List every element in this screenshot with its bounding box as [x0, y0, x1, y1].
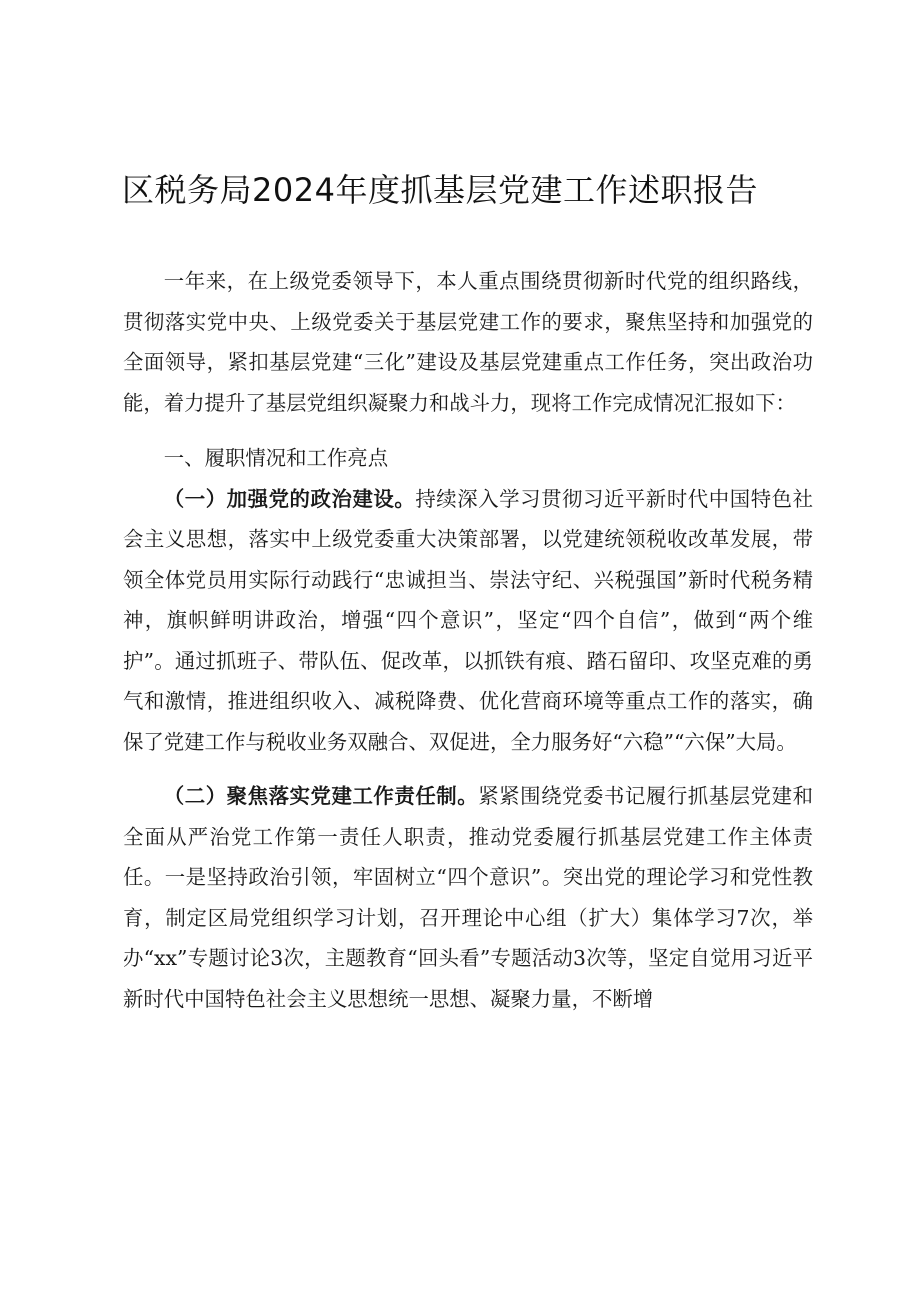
- intro-paragraph: 一年来，在上级党委领导下，本人重点围绕贯彻新时代党的组织路线，贯彻落实党中央、上级党委关于基层党建工作的要求，聚焦坚持和加强党的全面领导，紧扣基层党建“三化”建设及基层党建重点工作任务，突出政治功能，着力提升了基层党组织凝聚力和战斗力，现将工作完成情况汇报如下：: [123, 269, 813, 415]
- item-2-lead: （二）聚焦落实党建工作责任制。: [163, 784, 479, 808]
- section-heading: 一、履职情况和工作亮点: [163, 446, 389, 470]
- item-1-paragraph: [123, 479, 813, 763]
- document-title: 区税务局2024年度抓基层党建工作述职报告: [122, 171, 758, 209]
- item-2-paragraph: [123, 776, 813, 1019]
- item-1-lead: （一）加强党的政治建设。: [163, 486, 416, 511]
- document-body: [123, 261, 813, 1019]
- item-1-text: 持续深入学习贯彻习近平新时代中国特色社会主义思想，落实中上级党委重大决策部署，以党建统领税收改革发展，带领全体党员用实际行动践行“忠诚担当、崇法守纪、兴税强国”新时代税务精神，旗帜鲜明讲政治，增强“四个意识”，坚定“四个自信”，做到“两个维护”。通过抓班子、带队伍、促改革，以抓铁有痕、踏石留印、攻坚克难的勇气和激情，推进组织收入、减税降费、优化营商环境等重点工作的落实，确保了党建工作与税收业务双融合、双促进，全力服务好“六稳”“六保”大局。: [123, 486, 814, 754]
- item-2-text: 紧紧围绕党委书记履行抓基层党建和全面从严治党工作第一责任人职责，推动党委履行抓基层党建工作主体责任。一是坚持政治引领，牢固树立“四个意识”。突出党的理论学习和党性教育，制定区局党组织学习计划，召开理论中心组（扩大）集体学习7次，举办“xx”专题讨论3次，主题教育“回头看”专题活动3次等，坚定自觉用习近平新时代中国特色社会主义思想统一思想、凝聚力量，不断增: [123, 784, 813, 1011]
